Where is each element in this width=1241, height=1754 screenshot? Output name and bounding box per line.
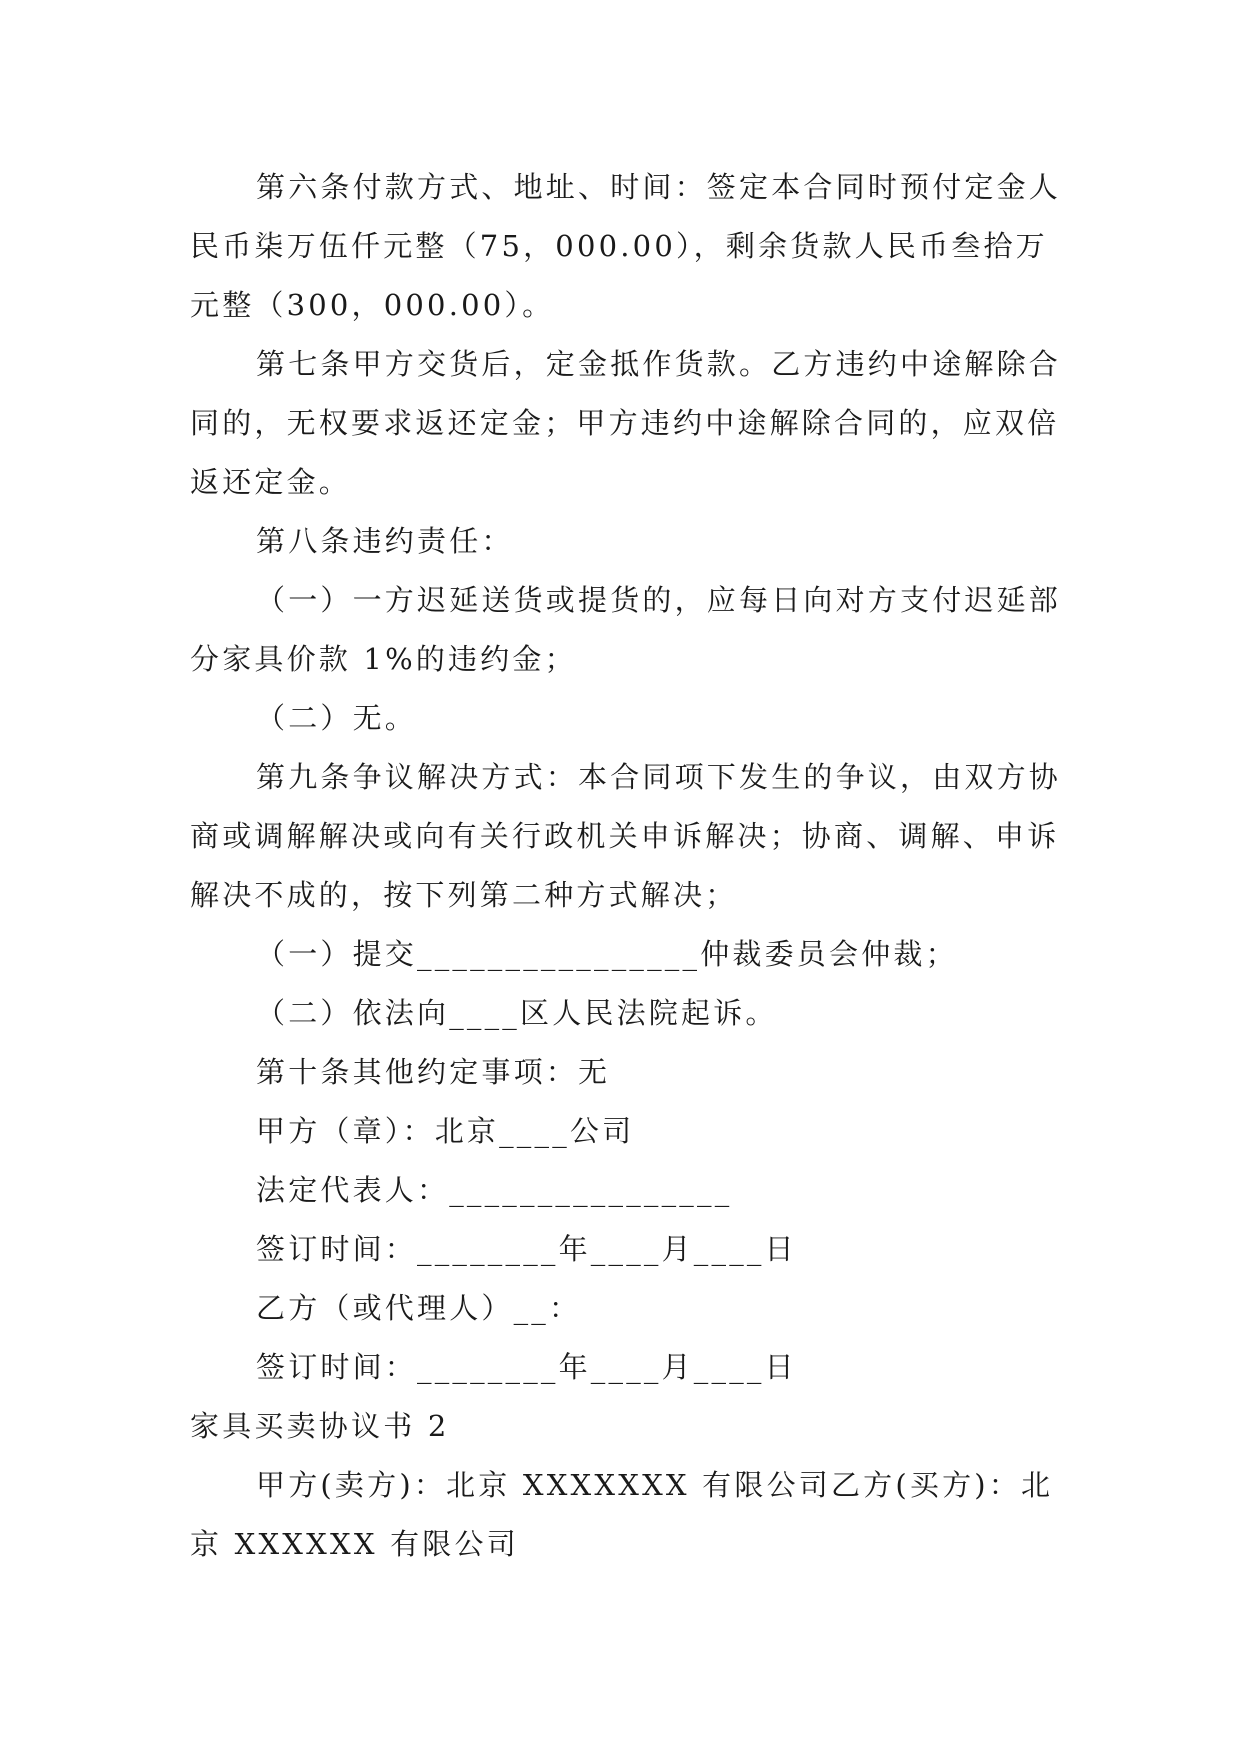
- party-a-seal: 甲方（章）：北京____公司: [256, 1114, 635, 1148]
- parties-line: 甲方(卖方)：北京 XXXXXXX 有限公司乙方(买方)：北京 XXXXXX 有限公司: [190, 1468, 1054, 1561]
- clause-9-item-2: （二）依法向____区人民法院起诉。: [256, 996, 778, 1030]
- signing-date-a: 签订时间：________年____月____日: [256, 1232, 797, 1266]
- clause-8-item-2: （二）无。: [256, 701, 418, 735]
- clause-9-dispute: 第九条争议解决方式：本合同项下发生的争议，由双方协商或调解解决或向有关行政机关申诉解决；协商、调解、申诉解决不成的，按下列第二种方式解决；: [190, 760, 1062, 912]
- clause-8-liability: 第八条违约责任：: [256, 524, 514, 558]
- signing-date-b: 签订时间：________年____月____日: [256, 1350, 797, 1384]
- legal-representative: 法定代表人：________________: [256, 1173, 733, 1207]
- party-b-agent: 乙方（或代理人）__：: [256, 1291, 582, 1325]
- clause-9-item-1: （一）提交________________仲裁委员会仲裁；: [256, 937, 958, 971]
- section-title: 家具买卖协议书 2: [190, 1409, 450, 1443]
- clause-8-item-1: （一）一方迟延送货或提货的，应每日向对方支付迟延部分家具价款 1%的违约金；: [190, 583, 1062, 676]
- document-body: [190, 158, 1070, 1574]
- clause-10-other: 第十条其他约定事项：无: [256, 1055, 611, 1089]
- clause-6-payment: 第六条付款方式、地址、时间：签定本合同时预付定金人民币柒万伍仟元整（75，000.00），剩余货款人民币叁拾万元整（300，000.00）。: [190, 170, 1062, 322]
- clause-7-deposit: 第七条甲方交货后，定金抵作货款。乙方违约中途解除合同的，无权要求返还定金；甲方违约中途解除合同的，应双倍返还定金。: [190, 347, 1062, 499]
